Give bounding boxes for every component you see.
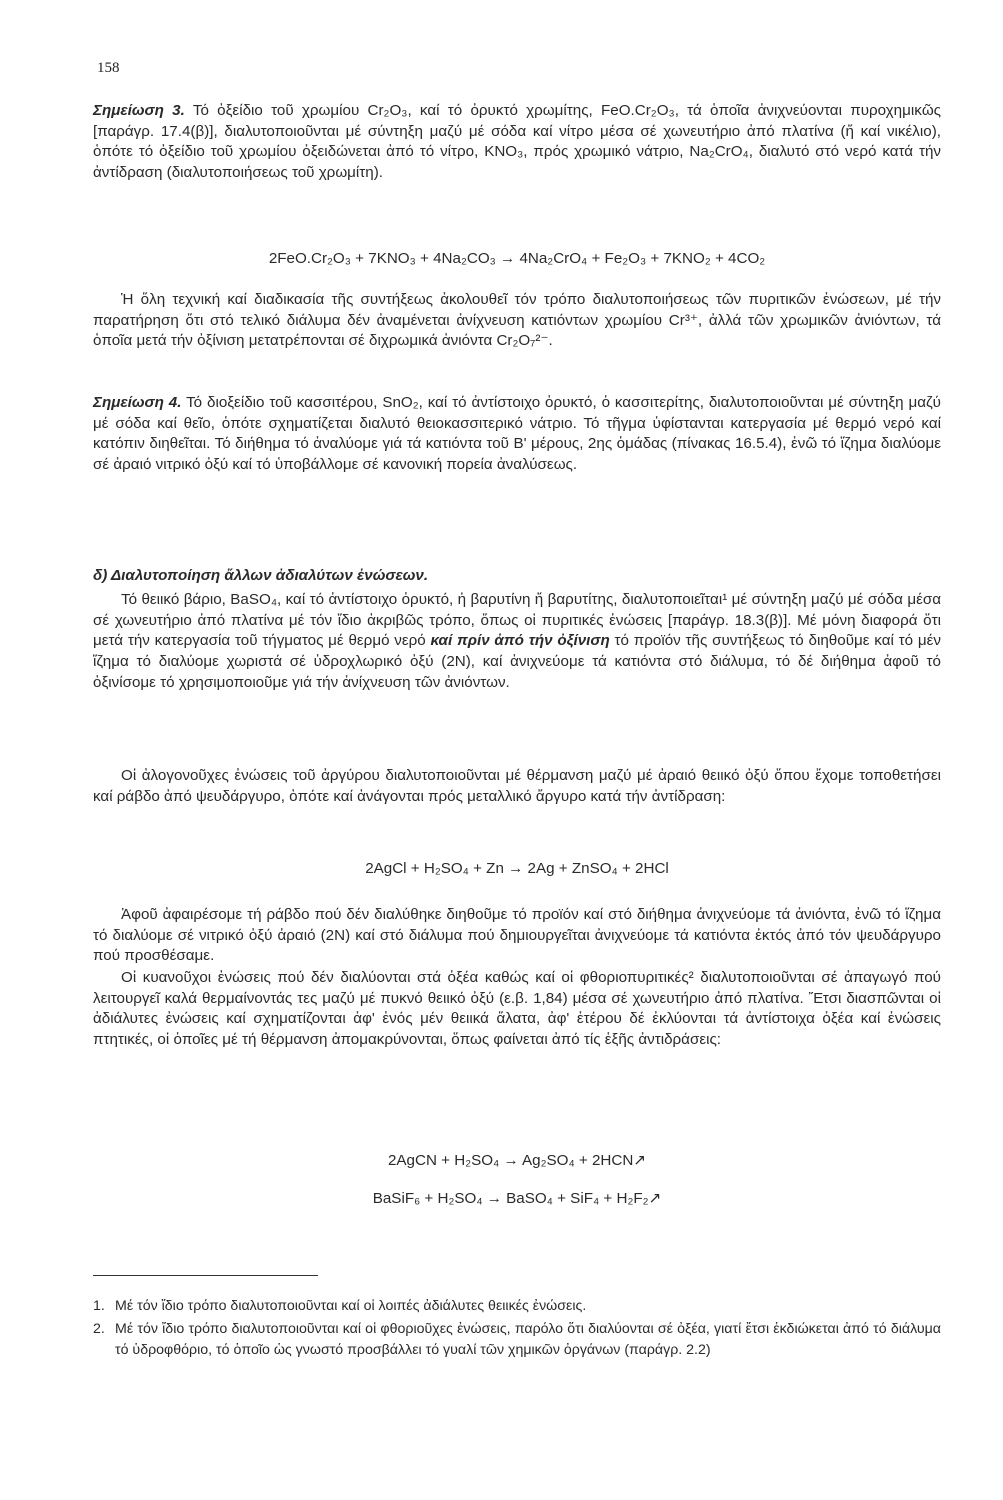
paragraph-after-zinc (93, 905, 941, 967)
note-4-label: Σημείωση 4. (93, 394, 182, 411)
paragraph-fusion-text: Ἡ ὅλη τεχνική καί διαδικασία τῆς συντήξεως ἀκολουθεῖ τόν τρόπο διαλυτοποιήσεως τῶν πυριτικῶν ἐνώσεων, μέ τήν παρατήρηση ὅτι στό τελικό διάλυμα δέν ἀναμένεται ἀνίχνευση κατιόντων χρωμίου Cr³⁺, ἀλλά τῶν χρωμικῶν ἀνιόντων, τά ὁποῖα μετά τήν ὀξίνιση μετατρέπονται σέ διχρωμικά ἀνιόντα Cr₂O₇²⁻. (93, 291, 941, 350)
paragraph-silver-halides (93, 766, 941, 807)
barium-text-emphasis: καί πρίν ἀπό τήν ὀξίνιση (430, 632, 610, 650)
silver-halides-text: Οἱ ἀλογονοῦχες ἐνώσεις τοῦ ἀργύρου διαλυτοποιοῦνται μέ θέρμανση μαζύ μέ ἀραιό θειικό ὀξύ ὅπου ἔχομε τοποθετήσει καί ράβδο ἀπό ψευδάργυρο, ὁπότε καί ἀνάγονται πρός μεταλλικό ἄργυρο κατά τήν ἀντίδραση: (93, 767, 941, 805)
note-4 (93, 393, 941, 476)
page-number: 158 (97, 60, 120, 76)
cyanides-text: Οἱ κυανοῦχοι ἐνώσεις πού δέν διαλύονται στά ὀξέα καθώς καί οἱ φθοριοπυριτικές² διαλυτοποιοῦνται σέ ἀπαγωγό πού λειτουργεῖ καλά θερμαίνοντάς τες μαζύ μέ πυκνό θειικό ὀξύ (ε.β. 1,84) μέσα σέ χωνευτήριο ἀπό πλατίνα. Ἔτσι διασπῶνται οἱ ἀδιάλυτες ἐνώσεις καί σχηματίζονται ἀφ' ἑνός μέν θειικά ἅλατα, ἀφ' ἑτέρου δέ ἐκλύονται τά ἀντίστοιχα ὀξέα καί ἐνώσεις πτητικές, οἱ ὁποῖες μέ τή θέρμανση ἀπομακρύνονται, ὅπως φαίνεται ἀπό τίς ἑξῆς ἀντιδράσεις: (93, 969, 941, 1049)
note-4-text: Τό διοξείδιο τοῦ κασσιτέρου, SnO₂, καί τό ἀντίστοιχο ὀρυκτό, ὁ κασσιτερίτης, διαλυτοποιοῦνται μέ σύντηξη μαζύ μέ σόδα καί θεῖο, ὁπότε σχηματίζεται διαλυτό θειοκασσιτερικό νάτριο. Τό τῆγμα ὑφίστανται κατεργασία μέ θερμό νερό καί κατόπιν διηθεῖται. Τό διήθημα τό ἀναλύομε γιά τά κατιόντα τοῦ Β' μέρους, 2ης ὁμάδας (πίνακας 16.5.4), ἐνῶ τό ἵζημα διαλύομε σέ ἀραιό νιτρικό ὀξύ καί τό ὑποβάλλομε σέ κανονική πορεία ἀναλύσεως. (93, 394, 941, 474)
equation-fluorosilicate: BaSiF₆ + H₂SO₄ → BaSO₄ + SiF₄ + H₂F₂↗ (372, 1190, 662, 1207)
footnote-1 (93, 1296, 941, 1317)
footnotes (93, 1296, 941, 1363)
note-3-label: Σημείωση 3. (93, 102, 185, 119)
paragraph-fusion-procedure (93, 290, 941, 352)
footnote-2 (93, 1319, 941, 1361)
note-3-text: Τό ὀξείδιο τοῦ χρωμίου Cr₂O₃, καί τό ὀρυκτό χρωμίτης, FeO.Cr₂O₃, τά ὁποῖα ἀνιχνεύονται πυροχημικῶς [παράγρ. 17.4(β)], διαλυτοποιοῦνται μέ σύντηξη μαζύ μέ σόδα καί νίτρο μέσα σέ χωνευτήριο ἀπό πλατίνα (ἤ καί νικέλιο), ὁπότε τό ὀξείδιο τοῦ χρωμίου ὀξειδώνεται ἀπό τό νίτρο, KNO₃, πρός χρωμικό νάτριο, Na₂CrO₄, διαλυτό στό νερό κατά τήν ἀντίδραση (διαλυτοποιήσεως τοῦ χρωμίτη). (93, 102, 941, 182)
footnote-text: Μέ τόν ἴδιο τρόπο διαλυτοποιοῦνται καί οἱ λοιπές ἀδιάλυτες θειικές ἐνώσεις. (115, 1298, 587, 1314)
section-heading (93, 566, 941, 587)
footnote-number: 1. (93, 1298, 105, 1314)
footnote-text: Μέ τόν ἴδιο τρόπο διαλυτοποιοῦνται καί οἱ φθοριοῦχες ἐνώσεις, παρόλο ὅτι διαλύονται σέ ὀξέα, γιατί ἔτσι ἐκδιώκεται ἀπό τό διάλυμα τό ὑδροφθόριο, τό ὁποῖο ὡς γνωστό προσβάλλει τό γυαλί τῶν χημικῶν ὀργάνων (παράγρ. 2.2) (115, 1321, 941, 1358)
after-zinc-text: Ἀφοῦ ἀφαιρέσομε τή ράβδο πού δέν διαλύθηκε διηθοῦμε τό προϊόν καί στό διήθημα ἀνιχνεύομε τά ἀνιόντα, ἐνῶ τό ἵζημα τό διαλύομε σέ νιτρικό ὀξύ ἀραιό (2Ν) καί στό διάλυμα πού δημιουργεῖται ἀνιχνεύομε τά κατιόντα ἐκτός ἀπό τόν ψευδάργυρο πού προσθέσαμε. (93, 906, 941, 965)
barium-text-part1: Τό θειικό βάριο, BaSO₄, καί τό ἀντίστοιχο ὀρυκτό, ἡ βαρυτίνη ἤ βαρυτίτης, διαλυτοποιεῖται¹ μέ σύντηξη μαζύ μέ σόδα μέσα σέ χωνευτήριο ἀπό πλατίνα μέ τόν ἴδιο ἀκριβῶς τρόπο, ὅπως οἱ πυριτικές ἐνώσεις [παράγρ. 18.3(β)]. Μέ μόνη διαφορά ὅτι μετά τήν κατεργασία τοῦ τήγματος μέ θερμό νερό (93, 591, 941, 650)
paragraph-cyanides (93, 968, 941, 1051)
section-title: δ) Διαλυτοποίηση ἄλλων ἀδιαλύτων ἐνώσεων. (93, 567, 429, 584)
note-3 (93, 101, 941, 184)
footnote-divider (93, 1275, 318, 1276)
barium-text-part2: τό προϊόν τῆς συντήξεως τό διηθοῦμε καί τό μέν ἵζημα τό διαλύομε χωριστά σέ ὑδροχλωρικό ὀξύ (2Ν), καί ἀνιχνεύομε τά κατιόντα στό διάλυμα, τό δέ διήθημα ἀφοῦ τό ὀξινίσομε τό χρησιμοποιοῦμε γιά τήν ἀνίχνευση τῶν ἀνιόντων. (93, 632, 941, 691)
paragraph-barium-sulfate (93, 590, 941, 694)
footnote-number: 2. (93, 1321, 105, 1337)
equation-chromite-fusion: 2FeO.Cr₂O₃ + 7KNO₃ + 4Na₂CO₃ → 4Na₂CrO₄ + Fe₂O₃ + 7KNO₂ + 4CO₂ (268, 250, 766, 267)
equation-silver-cyanide: 2AgCN + H₂SO₄ → Ag₂SO₄ + 2HCN↗ (387, 1152, 647, 1169)
equation-silver-chloride: 2AgCl + H₂SO₄ + Zn → 2Ag + ZnSO₄ + 2HCl (365, 860, 669, 877)
